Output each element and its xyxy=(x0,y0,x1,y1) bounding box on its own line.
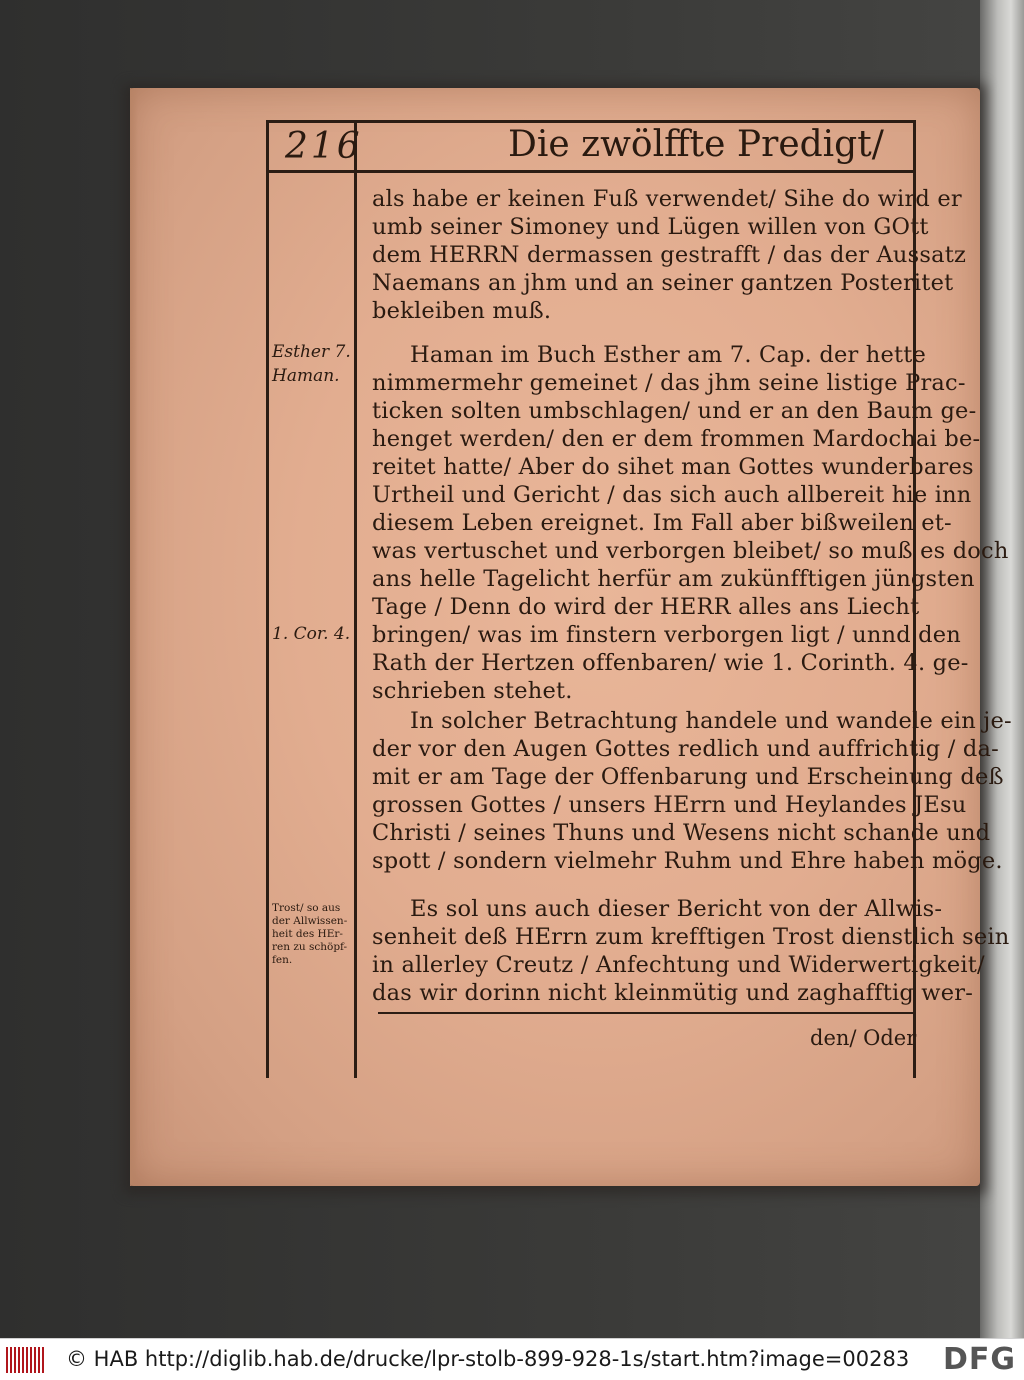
marginal-note-esther: Esther 7. xyxy=(272,342,351,362)
body-line: Haman im Buch Esther am 7. Cap. der hette xyxy=(410,342,926,368)
text-bottom-rule xyxy=(378,1012,913,1014)
frame-top-rule xyxy=(266,120,916,123)
body-line: nimmermehr gemeinet / das jhm seine listige Prac- xyxy=(372,370,966,396)
marginal-note-haman: Haman. xyxy=(272,366,340,386)
page-number: 216 xyxy=(285,126,363,167)
marginal-note-cor: 1. Cor. 4. xyxy=(272,624,351,644)
body-line: grossen Gottes / unsers HErrn und Heylandes JEsu xyxy=(372,792,967,818)
page-left-edge xyxy=(130,88,138,1186)
marginal-note-trost-line: heit des HEr- xyxy=(272,928,343,940)
marginal-note-trost xyxy=(272,902,347,967)
body-line: Christi / seines Thuns und Wesens nicht schande und xyxy=(372,820,991,846)
catchword: den/ Oder xyxy=(810,1026,917,1050)
body-line: in allerley Creutz / Anfechtung und Widerwertigkeit/ xyxy=(372,952,985,978)
running-head: Die zwölffte Predigt/ xyxy=(508,124,884,165)
body-line: henget werden/ den er dem frommen Mardochai be- xyxy=(372,426,981,452)
body-line: Urtheil und Gericht / das sich auch allbereit hie inn xyxy=(372,482,972,508)
body-line: umb seiner Simoney und Lügen willen von GOtt xyxy=(372,214,929,240)
body-line: Es sol uns auch dieser Bericht von der Allwis- xyxy=(410,896,943,922)
marginal-note-trost-line: Trost/ so aus xyxy=(272,902,341,914)
footer-bar xyxy=(0,1338,1024,1380)
page-edge-strip xyxy=(980,0,1024,1338)
body-line: mit er am Tage der Offenbarung und Erscheinung deß xyxy=(372,764,1004,790)
body-line: das wir dorinn nicht kleinmütig und zaghafftig wer- xyxy=(372,980,974,1006)
body-line: Tage / Denn do wird der HERR alles ans Liecht xyxy=(372,594,920,620)
marginal-note-trost-line: fen. xyxy=(272,954,293,966)
body-line: Naemans an jhm und an seiner gantzen Posteritet xyxy=(372,270,954,296)
body-line: dem HERRN dermassen gestrafft / das der Aussatz xyxy=(372,242,966,268)
body-line: als habe er keinen Fuß verwendet/ Sihe do wird er xyxy=(372,186,962,212)
body-line: senheit deß HErrn zum krefftigen Trost dienstlich sein xyxy=(372,924,1010,950)
body-line: Rath der Hertzen offenbaren/ wie 1. Corinth. 4. ge- xyxy=(372,650,969,676)
body-line: ticken solten umbschlagen/ und er an den Baum ge- xyxy=(372,398,977,424)
marginal-note-trost-line: ren zu schöpf- xyxy=(272,941,348,953)
hab-logo-icon xyxy=(6,1347,48,1373)
body-line: schrieben stehet. xyxy=(372,678,573,704)
body-line: diesem Leben ereignet. Im Fall aber bißweilen et- xyxy=(372,510,952,536)
body-line: bringen/ was im finstern verborgen ligt / unnd den xyxy=(372,622,961,648)
body-line: In solcher Betrachtung handele und wandele ein je- xyxy=(410,708,1012,734)
footer-url[interactable]: © HAB http://diglib.hab.de/drucke/lpr-stolb-899-928-1s/start.htm?image=00283 xyxy=(66,1347,910,1371)
body-line: was vertuschet und verborgen bleibet/ so muß es doch xyxy=(372,538,1009,564)
marginal-note-trost-line: der Allwissen- xyxy=(272,915,348,927)
dfg-logo: DFG xyxy=(942,1342,1016,1377)
body-line: bekleiben muß. xyxy=(372,298,552,324)
frame-left-rule xyxy=(266,120,269,1078)
body-line: spott / sondern vielmehr Ruhm und Ehre haben möge. xyxy=(372,848,1003,874)
header-bottom-rule xyxy=(266,170,916,173)
body-line: der vor den Augen Gottes redlich und auffrichtig / da- xyxy=(372,736,999,762)
body-line: reitet hatte/ Aber do sihet man Gottes wunderbares xyxy=(372,454,974,480)
body-line: ans helle Tagelicht herfür am zukünfftigen jüngsten xyxy=(372,566,975,592)
margin-divider-rule xyxy=(354,120,357,1078)
